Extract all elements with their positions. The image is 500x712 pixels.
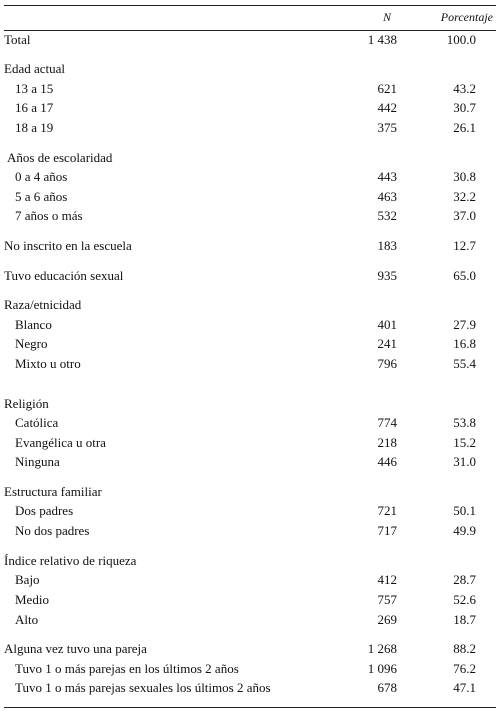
n-value: 717	[377, 523, 397, 538]
percentage-value: 16.8	[453, 336, 476, 351]
table-row	[4, 414, 496, 432]
percentage-value: 100.0	[446, 32, 476, 47]
row-label: Raza/etnicidad	[4, 297, 82, 312]
row-label: Bajo	[15, 572, 40, 587]
percentage-value: 37.0	[453, 208, 476, 223]
percentage-value: 27.9	[453, 317, 476, 332]
n-value: 442	[377, 100, 397, 115]
row-label: Negro	[15, 336, 48, 351]
percentage-value: 12.7	[453, 238, 476, 253]
percentage-value: 26.1	[453, 120, 476, 135]
table-row	[4, 60, 496, 78]
table-row	[4, 591, 496, 609]
n-value: 412	[377, 572, 397, 587]
table-row	[4, 316, 496, 334]
n-value: 269	[377, 612, 397, 627]
row-label: Años de escolaridad	[7, 150, 113, 165]
n-value: 1 268	[367, 641, 397, 656]
table-row	[4, 99, 496, 117]
row-label: Medio	[15, 592, 49, 607]
percentage-value: 88.2	[453, 641, 476, 656]
percentage-value: 53.8	[453, 415, 476, 430]
row-label: No dos padres	[15, 523, 90, 538]
percentage-value: 50.1	[453, 503, 476, 518]
percentage-value: 31.0	[453, 454, 476, 469]
n-value: 796	[377, 356, 397, 371]
table-row	[4, 502, 496, 520]
row-label: Edad actual	[4, 61, 65, 76]
table-row	[4, 168, 496, 186]
row-label: Blanco	[15, 317, 52, 332]
n-value: 183	[377, 238, 397, 253]
row-label: Ninguna	[15, 454, 60, 469]
table-row	[4, 552, 496, 570]
row-label: Alguna vez tuvo una pareja	[4, 641, 147, 656]
table-row	[4, 660, 496, 678]
row-label: 5 a 6 años	[15, 189, 68, 204]
percentage-value: 76.2	[453, 661, 476, 676]
table-row	[4, 267, 496, 285]
n-value: 218	[377, 435, 397, 450]
n-value: 678	[377, 680, 397, 695]
percentage-value: 55.4	[453, 356, 476, 371]
table-row	[4, 80, 496, 98]
n-column-header: N	[382, 10, 391, 24]
row-label: Tuvo 1 o más parejas en los últimos 2 años	[15, 661, 239, 676]
table-header	[4, 8, 496, 26]
percentage-value: 52.6	[453, 592, 476, 607]
row-label: Tuvo educación sexual	[4, 268, 124, 283]
percentage-value: 30.7	[453, 100, 476, 115]
row-label: Católica	[15, 415, 59, 430]
top-rule	[4, 5, 496, 6]
table-row	[4, 522, 496, 540]
row-label: Total	[4, 32, 31, 47]
table-row	[4, 149, 496, 167]
n-value: 757	[377, 592, 397, 607]
n-value: 1 096	[367, 661, 397, 676]
table-row	[4, 355, 496, 373]
table-row	[4, 119, 496, 137]
n-value: 774	[377, 415, 397, 430]
table-row	[4, 640, 496, 658]
n-value: 375	[377, 120, 397, 135]
n-value: 443	[377, 169, 397, 184]
n-value: 1 438	[367, 32, 397, 47]
table-row	[4, 296, 496, 314]
table-row	[4, 483, 496, 501]
n-value: 532	[377, 208, 397, 223]
table-row	[4, 679, 496, 697]
table-row	[4, 571, 496, 589]
n-value: 621	[377, 81, 397, 96]
row-label: 0 a 4 años	[15, 169, 68, 184]
percentage-value: 30.8	[453, 169, 476, 184]
row-label: 18 a 19	[15, 120, 54, 135]
table-row	[4, 207, 496, 225]
row-label: Evangélica u otra	[15, 435, 106, 450]
table-row	[4, 453, 496, 471]
percentage-value: 43.2	[453, 81, 476, 96]
table-row	[4, 335, 496, 353]
row-label: 7 años o más	[15, 208, 83, 223]
table-row	[4, 611, 496, 629]
row-label: No inscrito en la escuela	[4, 238, 132, 253]
percentage-value: 32.2	[453, 189, 476, 204]
row-label: Mixto u otro	[15, 356, 81, 371]
n-value: 721	[377, 503, 397, 518]
table-row	[4, 237, 496, 255]
table-row	[4, 395, 496, 413]
percentage-value: 18.7	[453, 612, 476, 627]
n-value: 401	[377, 317, 397, 332]
table-row	[4, 434, 496, 452]
table-row	[4, 31, 496, 49]
n-value: 241	[377, 336, 397, 351]
percentage-value: 65.0	[453, 268, 476, 283]
percentage-column-header: Porcentaje	[440, 10, 493, 24]
row-label: Alto	[15, 612, 39, 627]
n-value: 935	[377, 268, 397, 283]
row-label: 16 a 17	[15, 100, 54, 115]
table-row	[4, 188, 496, 206]
n-value: 446	[377, 454, 397, 469]
row-label: 13 a 15	[15, 81, 54, 96]
row-label: Estructura familiar	[4, 484, 102, 499]
row-label: Religión	[4, 396, 49, 411]
percentage-value: 15.2	[453, 435, 476, 450]
row-label: Dos padres	[15, 503, 74, 518]
row-label: Tuvo 1 o más parejas sexuales los últimos 2 años	[15, 680, 271, 695]
bottom-rule	[4, 707, 496, 708]
n-value: 463	[377, 189, 397, 204]
percentage-value: 49.9	[453, 523, 476, 538]
percentage-value: 28.7	[453, 572, 476, 587]
row-label: Índice relativo de riqueza	[4, 553, 137, 568]
percentage-value: 47.1	[453, 680, 476, 695]
